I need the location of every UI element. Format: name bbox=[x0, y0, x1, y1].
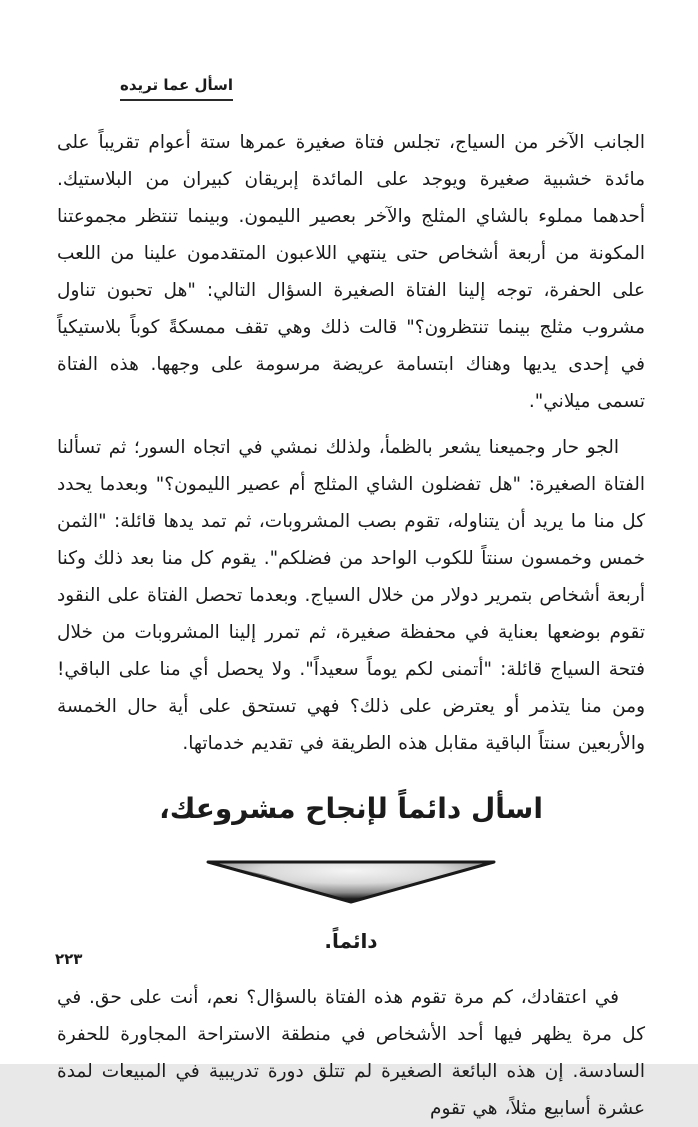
page-body bbox=[57, 124, 645, 1127]
down-arrow-triangle-icon bbox=[57, 859, 645, 905]
running-header-text: اسأل عما تريده bbox=[120, 76, 234, 94]
callout-emphasis-word: دائماً. bbox=[324, 929, 378, 953]
paragraph-3: في اعتقادك، كم مرة تقوم هذه الفتاة بالسؤال؟ نعم، أنت على حق. في كل مرة يظهر فيها أحد الأشخاص في منطقة الاستراحة المجاورة للحفرة السادسة. إن هذه البائعة الصغيرة لم تتلق دورة تدريبية في المبيعات لمدة عشرة أسابيع مثلاً، هي تقوم bbox=[57, 987, 645, 1119]
paragraph-1: الجانب الآخر من السياج، تجلس فتاة صغيرة عمرها ستة أعوام تقريباً على مائدة خشبية صغيرة ويوجد على المائدة إبريقان كبيران من البلاستيك. أحدهما مملوء بالشاي المثلج والآخر بعصير الليمون. وبينما تنتظر مجموعتنا المكونة من أربعة أشخاص حتى ينتهي اللاعبون المتقدمون علينا من اللعب على الحفرة، توجه إلينا الفتاة الصغيرة السؤال التالي: "هل تحبون تناول مشروب مثلج بينما تنتظرون؟" قالت ذلك وهي تقف ممسكةً كوباً بلاستيكياً في إحدى يديها وهناك ابتسامة عريضة مرسومة على وجهها. هذه الفتاة تسمى ميلاني". bbox=[57, 132, 645, 412]
callout-heading: اسأل دائماً لإنجاح مشروعك، bbox=[159, 792, 543, 825]
running-header bbox=[120, 76, 233, 101]
paragraph-2: الجو حار وجميعنا يشعر بالظمأ، ولذلك نمشي في اتجاه السور؛ ثم تسألنا الفتاة الصغيرة: "هل تفضلون الشاي المثلج أم عصير الليمون؟" وبعدما يحدد كل منا ما يريد أن يتناوله، تقوم بصب المشروبات، ثم تمد يدها قائلة: "الثمن خمس وخمسون سنتاً للكوب الواحد من فضلكم". يقوم كل منا بعد ذلك وكنا أربعة أشخاص بتمرير دولار من خلال السياج. وبعدما تحصل الفتاة على النقود تقوم بوضعها بعناية في محفظة صغيرة، ثم تمرر إلينا المشروبات من خلال فتحة السياج قائلة: "أتمنى لكم يوماً سعيداً". ولا يحصل أي منا على الباقي! ومن منا يتذمر أو يعترض على ذلك؟ فهي تستحق على أية حال الخمسة والأربعين سنتاً الباقية مقابل هذه الطريقة في تقديم خدماتها. bbox=[57, 437, 645, 754]
page-number: ٢٢٣ bbox=[55, 950, 83, 968]
